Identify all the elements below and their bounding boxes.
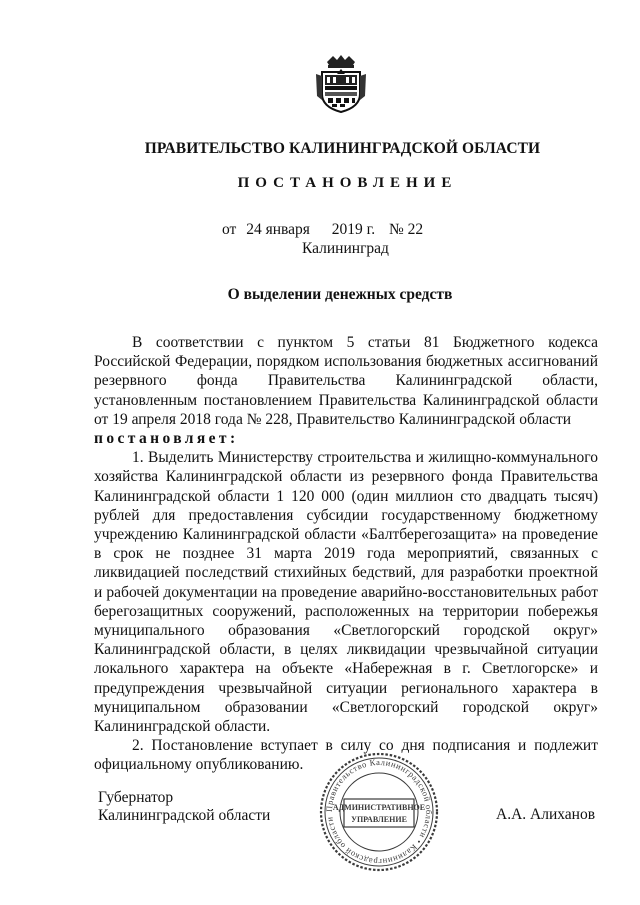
- city-name: Калининград: [302, 240, 389, 257]
- item-2-paragraph: 2. Постановление вступает в силу со дня подписания и подлежит официальному опубликованию.: [94, 737, 598, 774]
- document-type: ПОСТАНОВЛЕНИЕ: [237, 175, 458, 191]
- stamp-ring-text: Правительство Калининградской области • Калининградской области: [323, 756, 435, 868]
- preamble-paragraph: В соответствии с пунктом 5 статьи 81 Бюджетного кодекса Российской Федерации, порядком использования бюджетных ассигнований резервного фонда Правительства Калининградской области, установленным постановлением Правительства Калининградской области от 19 апреля 2018 года № 228, Правительство Калининградской области: [94, 334, 598, 428]
- document-number: № 22: [389, 221, 424, 238]
- signatory-position-line1: Губернатор: [98, 789, 174, 806]
- item-1-paragraph: 1. Выделить Министерству строительства и жилищно-коммунального хозяйства Калининградской области из резервного фонда Правительства Калининградской области 1 120 000 (один миллион сто двадцать тысяч) рублей для предоставления субсидии государственному бюджетному учреждению Калининградской области «Балтберегозащита» на проведение в срок не позднее 31 марта 2019 года мероприятий, связанных с ликвидацией последствий стихийных бедствий, для разработки проектной и рабочей документации на проведение аварийно-восстановительных работ берегозащитных сооружений, расположенных на территории побережья муниципального образования «Светлогорский городской округ» Калининградской области, в целях ликвидации чрезвычайной ситуации локального характера на объекте «Набережная в г. Светлогорске» и предупреждения чрезвычайной ситуации регионального характера в муниципальном образовании «Светлогорский городской округ» Калининградской области.: [94, 449, 598, 736]
- official-stamp: [318, 751, 440, 873]
- signatory-name: А.А. Алиханов: [496, 806, 596, 823]
- date-value: 24 января: [246, 221, 310, 238]
- stamp-center-line2: УПРАВЛЕНИЕ: [351, 815, 407, 824]
- organization-title: ПРАВИТЕЛЬСТВО КАЛИНИНГРАДСКОЙ ОБЛАСТИ: [144, 140, 541, 157]
- coat-of-arms-icon: [313, 52, 369, 114]
- date-year: 2019 г.: [331, 221, 376, 238]
- date-prefix: от: [222, 221, 237, 238]
- signatory-position-line2: Калининградской области: [98, 807, 271, 824]
- document-body: [94, 333, 598, 775]
- date-line: [222, 221, 423, 239]
- decree-word: постановляет:: [94, 430, 239, 448]
- stamp-center-line1: АДМИНИСТРАТИВНОЕ: [332, 803, 426, 812]
- document-subject: О выделении денежных средств: [227, 286, 453, 303]
